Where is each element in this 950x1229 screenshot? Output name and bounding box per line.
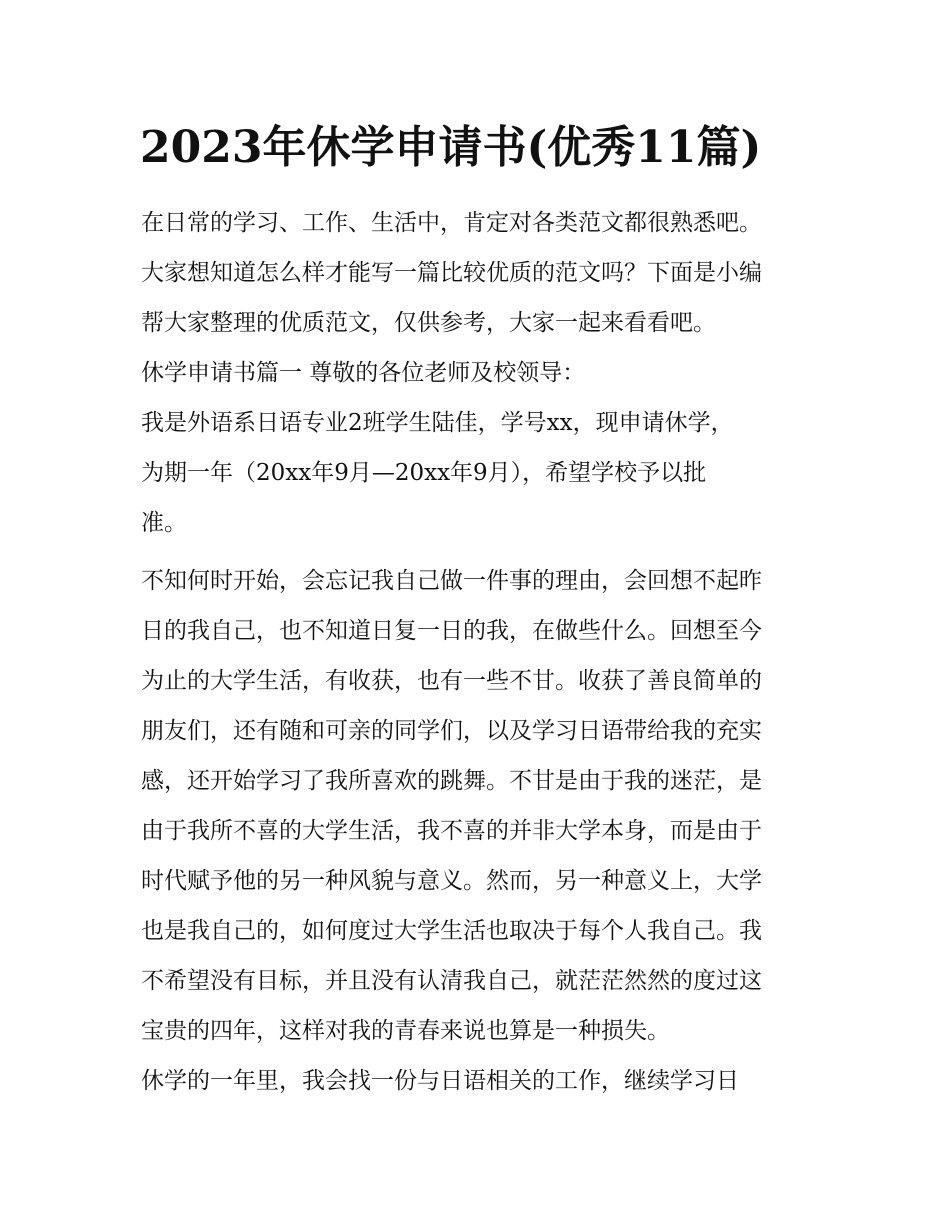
document-body — [141, 198, 813, 1106]
body-line: 日的我自己，也不知道日复一日的我，在做些什么。回想至今 — [141, 618, 762, 644]
body-line: 感，还开始学习了我所喜欢的跳舞。不甘是由于我的迷茫，是 — [141, 768, 762, 794]
body-line: 准。 — [141, 510, 187, 536]
body-line: 不知何时开始，会忘记我自己做一件事的理由，会回想不起昨 — [141, 568, 762, 594]
body-line: 在日常的学习、工作、生活中，肯定对各类范文都很熟悉吧。 — [141, 210, 762, 236]
body-line: 时代赋予他的另一种风貌与意义。然而，另一种意义上，大学 — [141, 868, 762, 894]
section-heading-line: 休学申请书篇一 尊敬的各位老师及校领导： — [141, 360, 586, 386]
body-line: 宝贵的四年，这样对我的青春来说也算是一种损失。 — [141, 1018, 670, 1044]
body-line: 我是外语系日语专业2班学生陆佳，学号xx，现申请休学， — [141, 410, 734, 436]
body-line: 帮大家整理的优质范文，仅供参考，大家一起来看看吧。 — [141, 310, 716, 336]
body-line: 休学的一年里，我会找一份与日语相关的工作，继续学习日 — [141, 1068, 739, 1094]
body-line: 为止的大学生活，有收获，也有一些不甘。收获了善良简单的 — [141, 668, 762, 694]
body-line: 也是我自己的，如何度过大学生活也取决于每个人我自己。我 — [141, 918, 762, 944]
body-line: 大家想知道怎么样才能写一篇比较优质的范文吗？下面是小编 — [141, 260, 762, 286]
body-line: 朋友们，还有随和可亲的同学们，以及学习日语带给我的充实 — [141, 718, 762, 744]
body-line: 不希望没有目标，并且没有认清我自己，就茫茫然然的度过这 — [141, 968, 762, 994]
body-line: 由于我所不喜的大学生活，我不喜的并非大学本身，而是由于 — [141, 818, 762, 844]
body-line: 为期一年（20xx年9月—20xx年9月），希望学校予以批 — [141, 460, 707, 486]
document-title: 2023年休学申请书(优秀11篇) — [140, 122, 762, 173]
